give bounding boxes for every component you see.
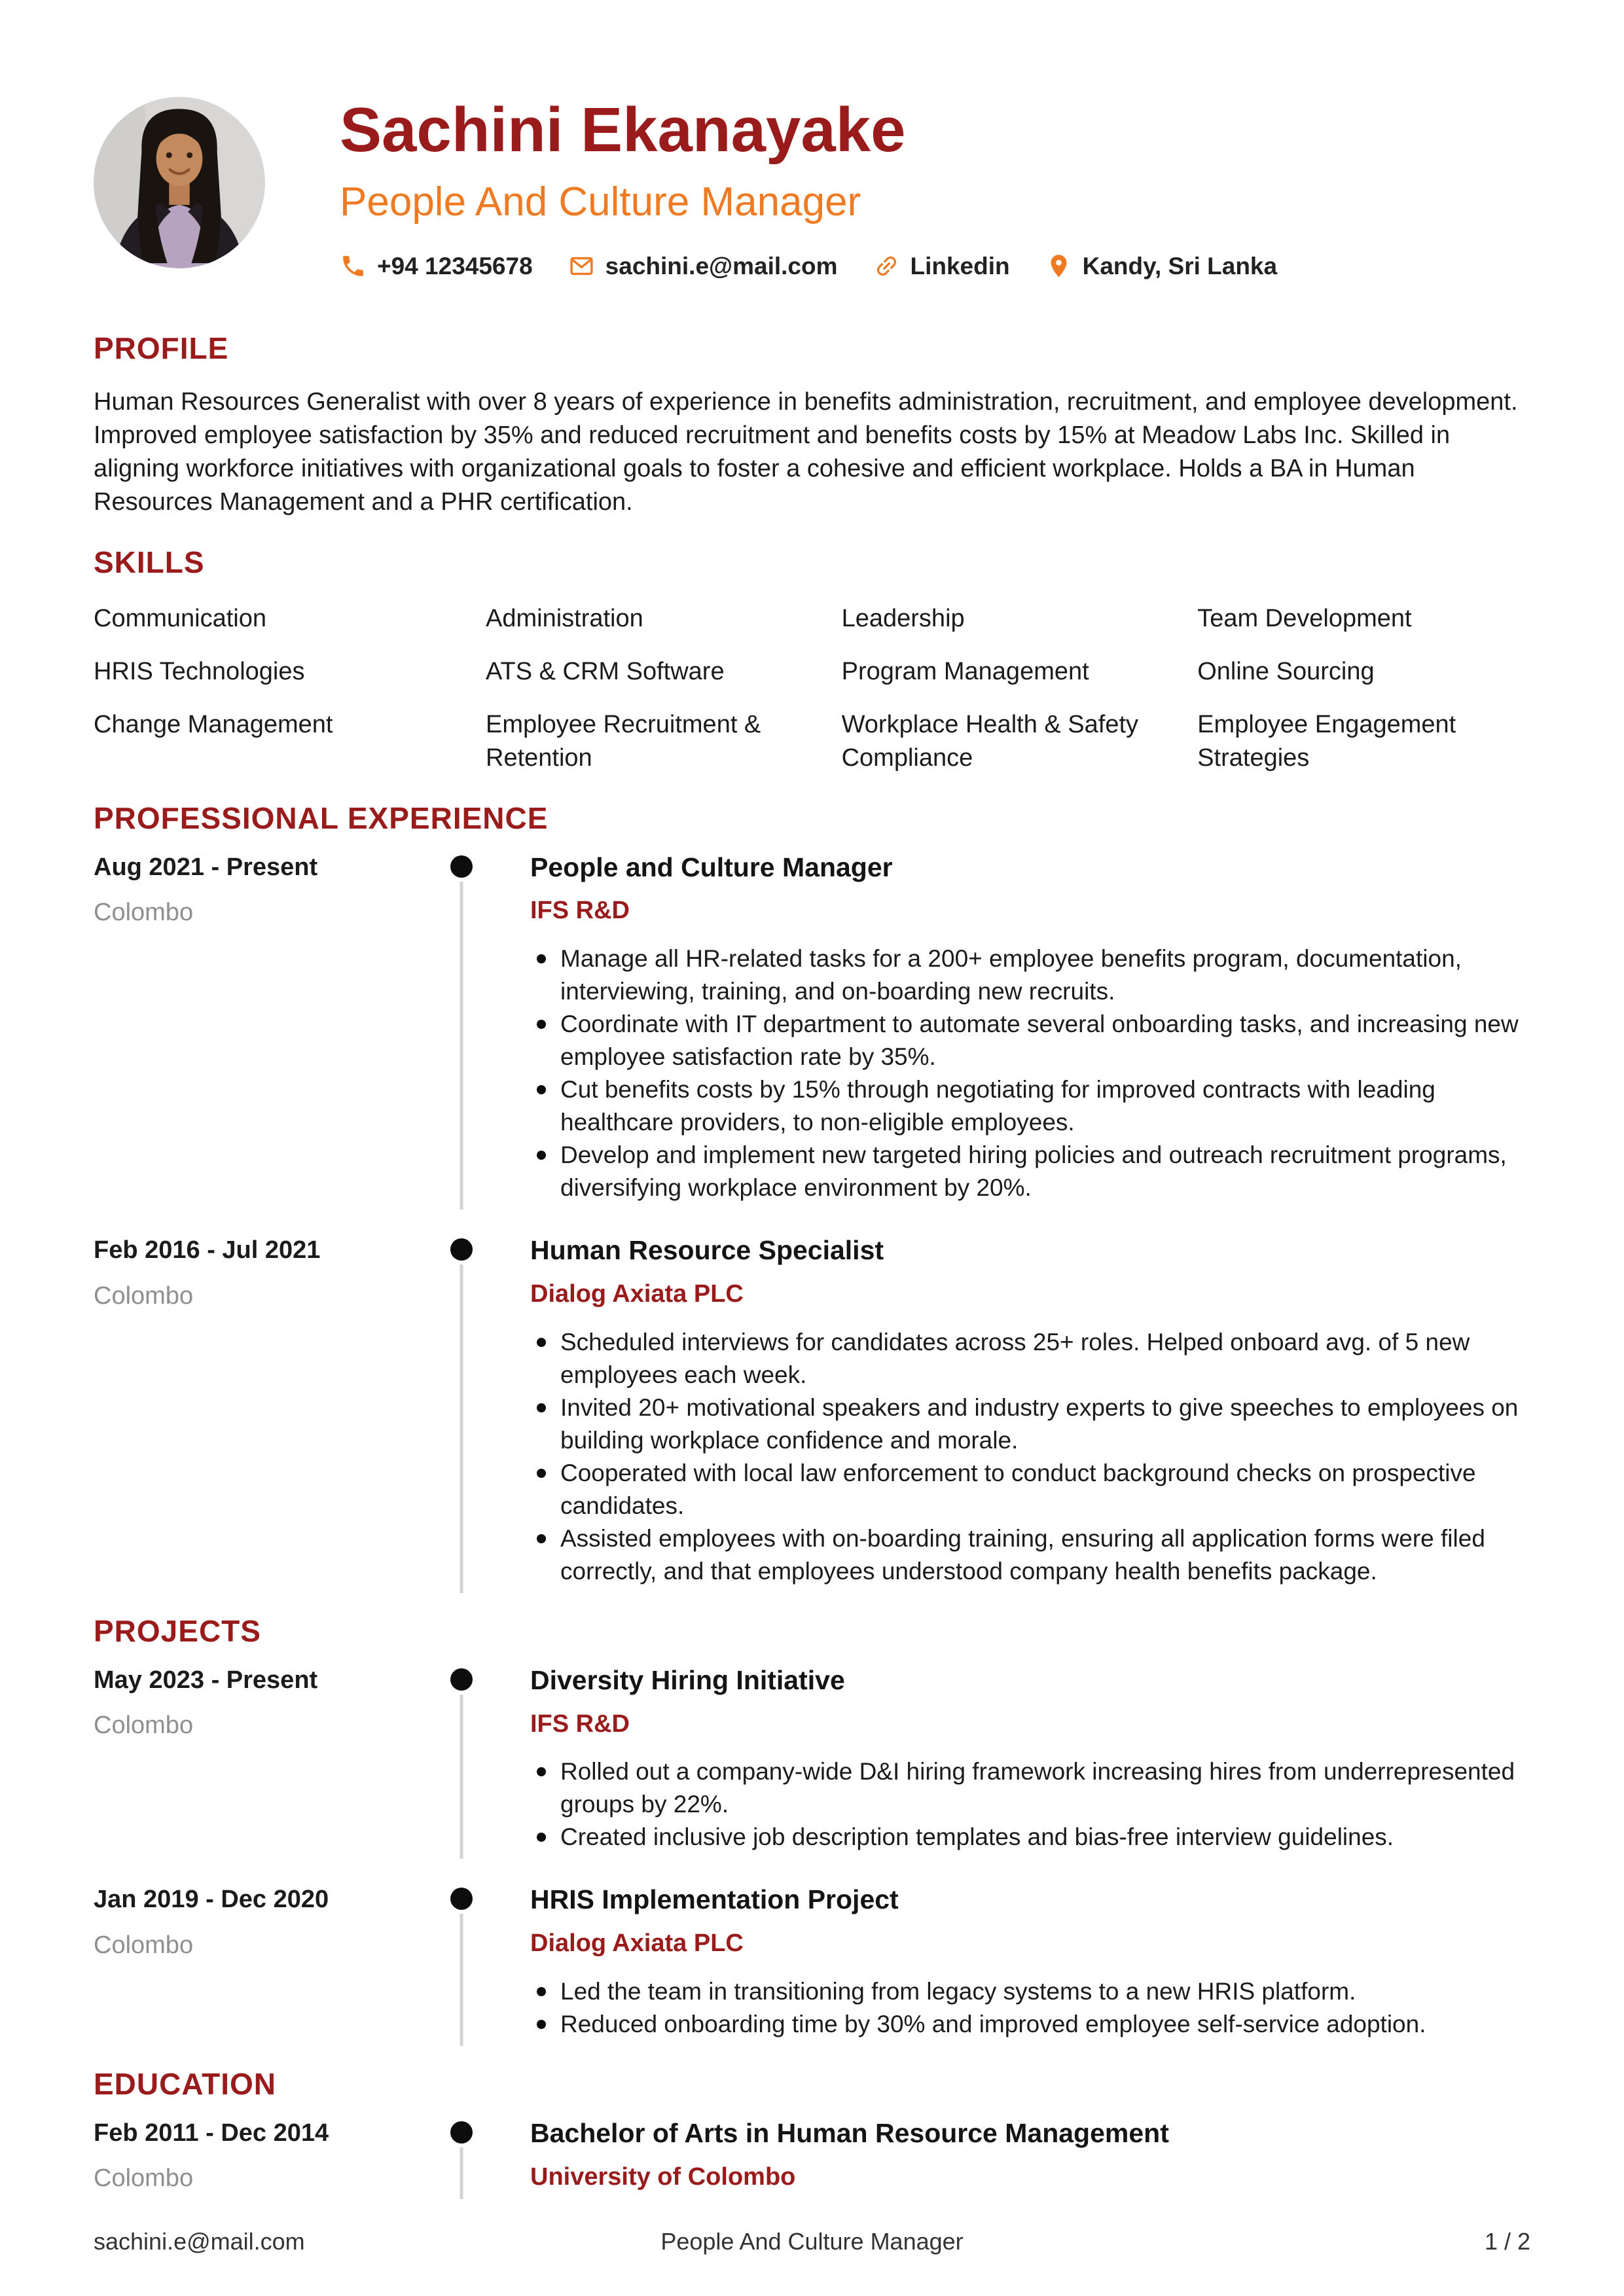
resume-body: [94, 331, 1530, 2194]
profile-heading: PROFILE: [94, 331, 229, 365]
entry-company: IFS R&D: [530, 897, 630, 925]
bullet-item: Invited 20+ motivational speakers and industry experts to give speeches to employees on building workplace confidence and morale.: [530, 1391, 1530, 1457]
entry-date: Aug 2021 - Present: [94, 853, 318, 881]
entry-content: [491, 1236, 1530, 1588]
entry-location: Colombo: [94, 1931, 194, 1959]
entry-title: HRIS Implementation Project: [530, 1884, 899, 1915]
skill-item: Employee Recruitment & Retention: [486, 710, 761, 772]
entry-company: University of Colombo: [530, 2162, 796, 2191]
bullet-item: Coordinate with IT department to automate several onboarding tasks, and increasing new employee satisfaction rate by 35%.: [530, 1008, 1530, 1073]
skill-item: Workplace Health & Safety Compliance: [841, 710, 1139, 772]
entry-location: Colombo: [94, 1282, 194, 1310]
entry-content: [491, 853, 1530, 1205]
timeline-dot: [450, 2121, 473, 2144]
timeline: [432, 1885, 491, 2041]
header: [94, 97, 1530, 280]
contact-email-text: sachini.e@mail.com: [605, 252, 838, 279]
project-entry: [94, 1885, 1530, 2041]
link-icon: [873, 253, 900, 279]
skill-item: Employee Engagement Strategies: [1197, 710, 1456, 772]
education-entry: [94, 2119, 1530, 2194]
header-text: [340, 97, 1277, 280]
contact-phone[interactable]: [340, 253, 533, 280]
skills-heading: SKILLS: [94, 545, 205, 579]
bullet-item: Develop and implement new targeted hiring policies and outreach recruitment programs, diversifying workplace environment by 20%.: [530, 1139, 1530, 1204]
entry-date: Feb 2011 - Dec 2014: [94, 2119, 329, 2147]
skill-item: Team Development: [1197, 604, 1412, 632]
bullet-item: Assisted employees with on-boarding training, ensuring all application forms were filed correctly, and that employees understood company health benefits package.: [530, 1522, 1530, 1588]
timeline: [432, 853, 491, 1205]
entry-content: [491, 2119, 1530, 2194]
education-entries: [94, 2119, 1530, 2194]
entry-date-column: [94, 853, 432, 1205]
section-profile: [94, 331, 1530, 519]
skill-item: HRIS Technologies: [94, 657, 305, 685]
profile-photo-illustration: [94, 97, 265, 268]
skill-item: Online Sourcing: [1197, 657, 1375, 685]
contact-location-text: Kandy, Sri Lanka: [1082, 252, 1278, 279]
experience-heading: PROFESSIONAL EXPERIENCE: [94, 800, 549, 835]
section-experience: [94, 801, 1530, 1588]
contact-email[interactable]: [568, 253, 838, 280]
timeline-dot: [450, 1888, 473, 1910]
entry-date: Jan 2019 - Dec 2020: [94, 1886, 329, 1914]
bullet-item: Scheduled interviews for candidates across 25+ roles. Helped onboard avg. of 5 new employees each week.: [530, 1326, 1530, 1391]
section-education: [94, 2067, 1530, 2194]
location-pin-icon: [1045, 253, 1072, 279]
projects-entries: [94, 1666, 1530, 2041]
envelope-icon: [568, 253, 595, 279]
projects-heading: PROJECTS: [94, 1613, 261, 1648]
profile-photo: [94, 97, 265, 268]
footer-email: sachini.e@mail.com: [94, 2228, 305, 2255]
timeline-dot: [450, 1238, 473, 1261]
entry-bullets: [530, 942, 1530, 1204]
bullet-item: Cooperated with local law enforcement to conduct background checks on prospective candidates.: [530, 1457, 1530, 1522]
timeline-line: [460, 1695, 463, 1859]
skills-grid: [94, 602, 1530, 775]
timeline-line: [460, 1914, 463, 2046]
bullet-item: Created inclusive job description templates and bias-free interview guidelines.: [530, 1821, 1530, 1854]
entry-date-column: [94, 1885, 432, 2041]
entry-date: Feb 2016 - Jul 2021: [94, 1236, 321, 1265]
contact-location[interactable]: [1045, 253, 1277, 280]
skill-item: Change Management: [94, 710, 333, 738]
person-name: Sachini Ekanayake: [340, 95, 906, 165]
bullet-item: Led the team in transitioning from legacy systems to a new HRIS platform.: [530, 1975, 1530, 2008]
entry-content: [491, 1885, 1530, 2041]
entry-location: Colombo: [94, 2164, 194, 2193]
entry-content: [491, 1666, 1530, 1854]
entry-date-column: [94, 2119, 432, 2194]
profile-text: Human Resources Generalist with over 8 years of experience in benefits administration, recruitment, and employee development. Improved employee satisfaction by 35% and reduced recruitment and benefits costs by 15% at Meadow Labs Inc. Skilled in aligning workforce initiatives with organizational goals to foster a cohesive and efficient workplace. Holds a BA in Human Resources Management and a PHR certification.: [94, 387, 1518, 516]
education-heading: EDUCATION: [94, 2066, 277, 2101]
bullet-item: Rolled out a company-wide D&I hiring framework increasing hires from underrepresented groups by 22%.: [530, 1755, 1530, 1821]
entry-location: Colombo: [94, 1712, 194, 1740]
contact-linkedin[interactable]: [873, 253, 1010, 280]
entry-company: Dialog Axiata PLC: [530, 1929, 744, 1958]
entry-location: Colombo: [94, 899, 194, 927]
contact-phone-text: +94 12345678: [377, 252, 533, 279]
timeline-line: [460, 1265, 463, 1593]
entry-company: IFS R&D: [530, 1710, 630, 1738]
experience-entry: [94, 853, 1530, 1205]
contact-row: [340, 253, 1277, 280]
page-footer: [94, 2228, 1530, 2255]
bullet-item: Reduced onboarding time by 30% and improved employee self-service adoption.: [530, 2008, 1530, 2041]
footer-title: People And Culture Manager: [660, 2228, 964, 2255]
entry-company: Dialog Axiata PLC: [530, 1280, 744, 1308]
contact-linkedin-text: Linkedin: [910, 252, 1010, 279]
timeline: [432, 1666, 491, 1854]
timeline-line: [460, 882, 463, 1210]
skill-item: Administration: [486, 604, 643, 632]
skill-item: Program Management: [841, 657, 1089, 685]
person-job-title: People And Culture Manager: [340, 179, 861, 224]
entry-date: May 2023 - Present: [94, 1666, 318, 1694]
section-skills: [94, 545, 1530, 775]
timeline-line: [460, 2147, 463, 2199]
footer-page-number: 1 / 2: [1484, 2228, 1530, 2255]
section-projects: [94, 1614, 1530, 2041]
timeline-dot: [450, 1668, 473, 1691]
skill-item: Leadership: [841, 604, 965, 632]
phone-icon: [340, 253, 367, 279]
experience-entries: [94, 853, 1530, 1588]
entry-title: Bachelor of Arts in Human Resource Management: [530, 2117, 1169, 2148]
bullet-item: Manage all HR-related tasks for a 200+ employee benefits program, documentation, interviewing, training, and on-boarding new recruits.: [530, 942, 1530, 1008]
skill-item: ATS & CRM Software: [486, 657, 725, 685]
entry-date-column: [94, 1236, 432, 1588]
skill-item: Communication: [94, 604, 266, 632]
entry-title: People and Culture Manager: [530, 852, 893, 882]
experience-entry: [94, 1236, 1530, 1588]
entry-bullets: [530, 1755, 1530, 1854]
bullet-item: Cut benefits costs by 15% through negotiating for improved contracts with leading healthcare providers, to non-eligible employees.: [530, 1073, 1530, 1139]
project-entry: [94, 1666, 1530, 1854]
entry-bullets: [530, 1326, 1530, 1588]
timeline: [432, 1236, 491, 1588]
entry-title: Human Resource Specialist: [530, 1235, 884, 1266]
entry-bullets: [530, 1975, 1530, 2041]
timeline-dot: [450, 855, 473, 878]
entry-title: Diversity Hiring Initiative: [530, 1664, 845, 1695]
timeline: [432, 2119, 491, 2194]
entry-date-column: [94, 1666, 432, 1854]
